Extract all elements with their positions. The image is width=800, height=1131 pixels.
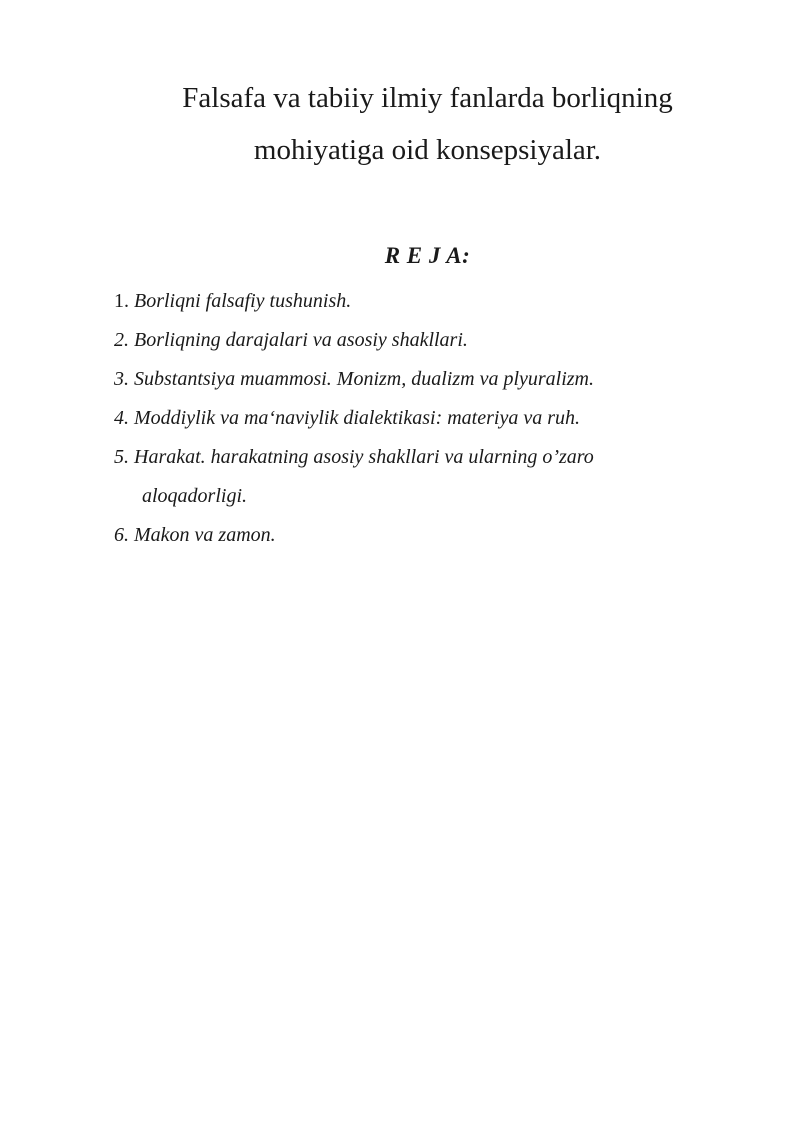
plan-item-text: Makon va zamon. [134,524,276,546]
plan-item-number: 4. [114,407,129,429]
plan-item [114,282,734,321]
plan-item-text: Borliqni falsafiy tushunish. [134,290,352,312]
plan-item [114,438,734,516]
plan-item [114,399,734,438]
title-line-1: Falsafa va tabiiy ilmiy fanlarda borliqning [182,82,673,114]
plan-item [114,516,734,555]
plan-item-text: Moddiylik va ma‘naviylik dialektikasi: materiya va ruh. [134,407,580,429]
plan-item-text: Borliqning darajalari va asosiy shakllari. [134,329,468,351]
plan-item-number: 1. [114,290,129,312]
plan-list [114,282,734,555]
document-title [100,72,755,176]
plan-item-text: Substantsiya muammosi. Monizm, dualizm va plyuralizm. [134,368,594,390]
plan-item-number: 5. [114,446,129,468]
plan-item-continuation: aloqadorligi. [142,485,248,507]
plan-item-number: 2. [114,329,129,351]
plan-item [114,360,734,399]
plan-heading: R E J A: [384,243,471,268]
plan-item-number: 3. [114,368,129,390]
title-line-2: mohiyatiga oid konsepsiyalar. [253,134,602,166]
plan-item-text: Harakat. harakatning asosiy shakllari va ularning o’zaro [134,446,594,468]
plan-item-number: 6. [114,524,129,546]
plan-item [114,321,734,360]
